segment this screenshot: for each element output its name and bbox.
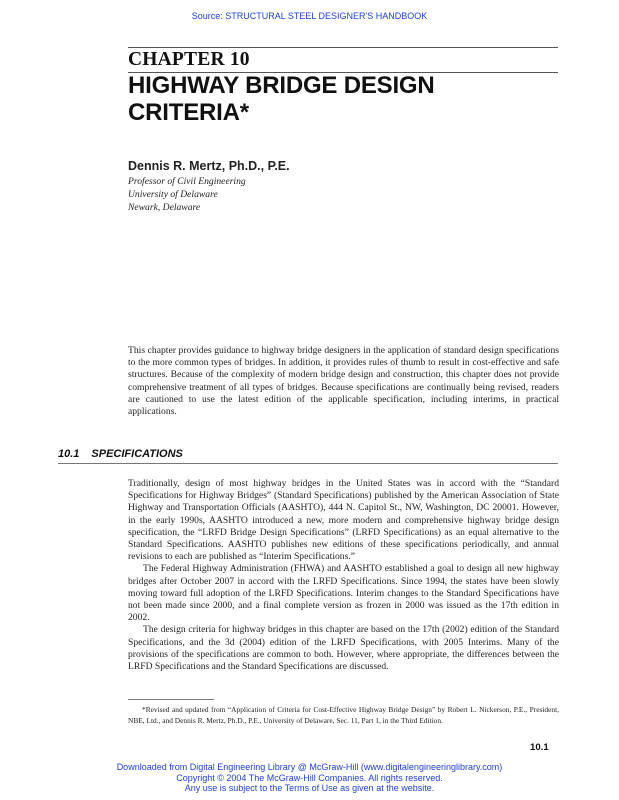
footnote-rule <box>128 699 214 700</box>
footer <box>0 762 619 794</box>
source-link[interactable]: Source: STRUCTURAL STEEL DESIGNER'S HANDBOOK <box>191 11 428 21</box>
page-number: 10.1 <box>530 742 549 753</box>
chapter-title: HIGHWAY BRIDGE DESIGN CRITERIA* <box>128 72 435 126</box>
intro-paragraph: This chapter provides guidance to highway bridge designers in the application of standard design specifications to the more common types of bridges. In addition, it provides rules of thumb to result in cost-effective and safe structures. Because of the complexity of modern bridge design and construction, this chapter does not provide comprehensive treatment of all types of bridges. Because specifications are continually being revised, readers are cautioned to use the latest edition of the applicable specification, including interims, in practical applications. <box>128 345 559 418</box>
section-body <box>128 478 559 673</box>
author-institution: University of Delaware <box>128 189 218 200</box>
footer-copyright-link[interactable]: Copyright © 2004 The McGraw-Hill Companies. All rights reserved. <box>176 772 443 783</box>
section-number: 10.1 <box>58 448 80 460</box>
author-position: Professor of Civil Engineering <box>128 176 246 187</box>
section-title: SPECIFICATIONS <box>91 448 183 460</box>
footer-terms-link[interactable]: Any use is subject to the Terms of Use as given at the website. <box>184 783 435 793</box>
author-affiliation <box>128 175 246 214</box>
top-rule <box>128 47 558 48</box>
author-location: Newark, Delaware <box>128 202 201 213</box>
footer-download-link[interactable]: Downloaded from Digital Engineering Library @ McGraw-Hill (www.digitalengineeringlibrary.com) <box>116 762 503 772</box>
section-rule <box>58 463 558 464</box>
body-paragraph: Traditionally, design of most highway bridges in the United States was in accord with the “Standard Specifications for Highway Bridges” (Standard Specifications) published by the American Association of State Highway and Transportation Officials (AASHTO), 444 N. Capitol St., NW, Washington, DC 20001. However, in the early 1990s, AASHTO introduced a new, more modern and comprehensive highway bridge design specification, the “LRFD Bridge Design Specifications” (LRFD Specifications) as an equal alternative to the Standard Specifications. AASHTO publishes new editions of these specifications periodically, and annual revisions to each are published as “Interim Specifications.” <box>128 478 559 563</box>
body-paragraph: The design criteria for highway bridges in this chapter are based on the 17th (2002) edition of the Standard Specifications, and the 3d (2004) edition of the LRFD Specifications, with 2005 Interims. Many of the provisions of the specifications are common to both. However, where appropriate, the differences between the LRFD Specifications and the Standard Specifications are discussed. <box>128 624 559 673</box>
footnote: *Revised and updated from “Application of Criteria for Cost-Effective Highway Bridge Design” by Robert L. Nickerson, P.E., President, NBE, Ltd., and Dennis R. Mertz, Ph.D., P.E., University of Delaware, Sec. 11, Part 1, in the Third Edition. <box>128 705 559 725</box>
author-name: Dennis R. Mertz, Ph.D., P.E. <box>128 159 290 173</box>
body-paragraph: The Federal Highway Administration (FHWA) and AASHTO established a goal to design all new highway bridges after October 2007 in accord with the LRFD Specifications. Since 1994, the states have been slowly moving toward full adoption of the LRFD Specifications. Interim changes to the Standard Specifications have not been made since 2000, and a final complete version as frozen in 2000 was issued as the 17th edition in 2002. <box>128 563 559 624</box>
section-heading <box>58 448 183 460</box>
chapter-label: CHAPTER 10 <box>128 49 250 70</box>
